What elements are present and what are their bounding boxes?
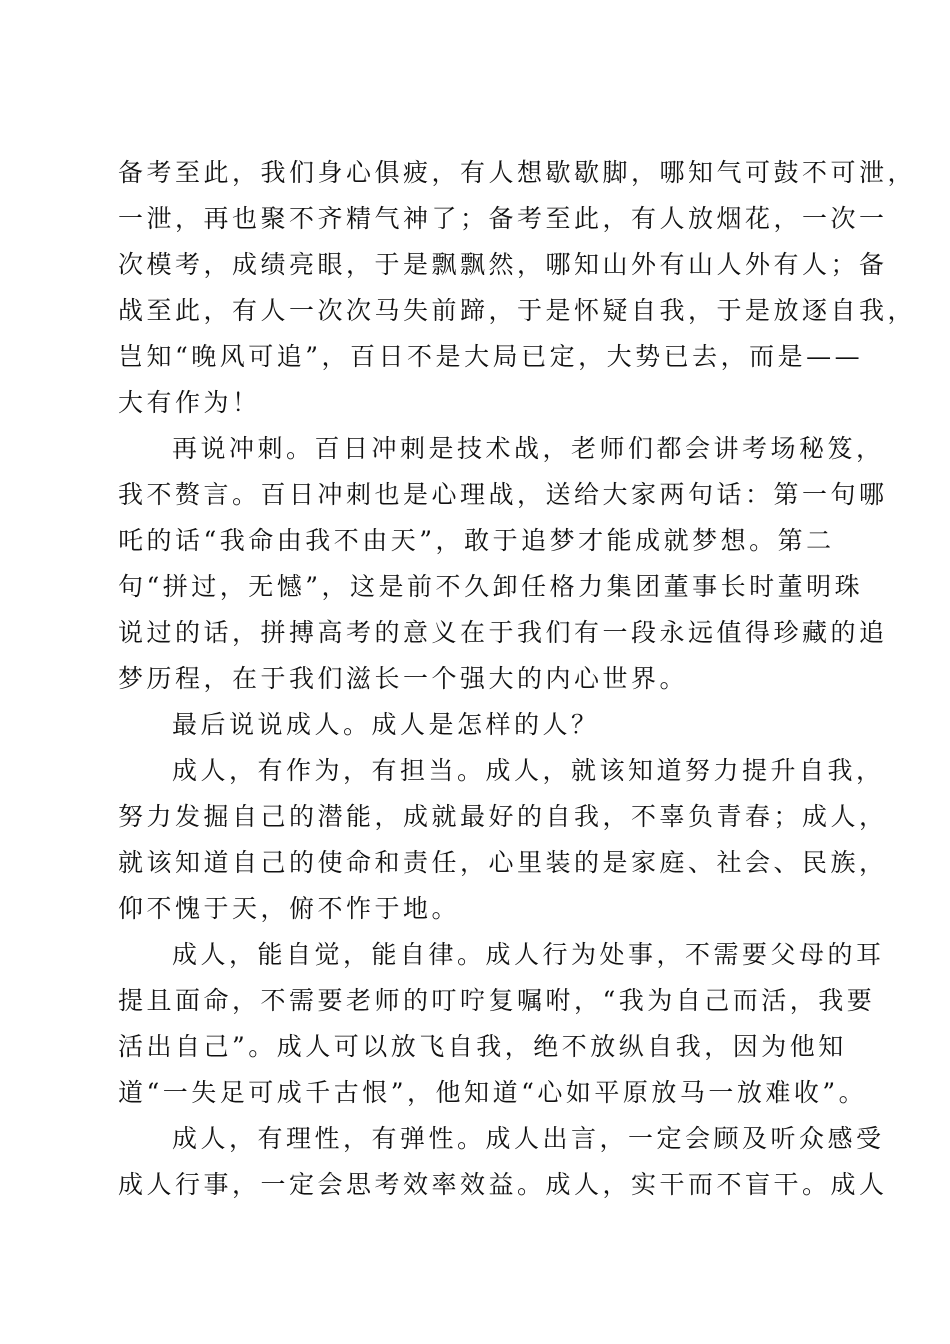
text-line: 一泄，再也聚不齐精气神了；备考至此，有人放烟花，一次一 bbox=[118, 204, 888, 233]
paragraph-2 bbox=[118, 426, 888, 702]
text-line: 吒的话“我命由我不由天”，敢于追梦才能成就梦想。第二 bbox=[118, 526, 835, 555]
text-line: 备考至此，我们身心俱疲，有人想歇歇脚，哪知气可鼓不可泄， bbox=[118, 158, 917, 187]
paragraph-3 bbox=[118, 702, 838, 748]
text-line: 岂知“晚风可追”，百日不是大局已定，大势已去，而是—— bbox=[118, 342, 864, 371]
text-line: 努力发掘自己的潜能，成就最好的自我，不辜负青春；成人， bbox=[118, 802, 888, 831]
text-line: 最后说说成人。成人是怎样的人？ bbox=[172, 710, 600, 739]
text-line: 句“拼过，无憾”，这是前不久卸任格力集团董事长时董明珠 bbox=[118, 572, 864, 601]
paragraph-6 bbox=[118, 1116, 888, 1208]
text-line: 提且面命，不需要老师的叮咛复嘱咐，“我为自己而活，我要 bbox=[118, 986, 876, 1015]
text-line: 成人，能自觉，能自律。成人行为处事，不需要父母的耳 bbox=[172, 940, 885, 969]
text-line: 道“一失足可成千古恨”，他知道“心如平原放马一放难收”。 bbox=[118, 1078, 868, 1107]
text-line: 次模考，成绩亮眼，于是飘飘然，哪知山外有山人外有人；备 bbox=[118, 250, 888, 279]
text-line: 我不赘言。百日冲刺也是心理战，送给大家两句话：第一句哪 bbox=[118, 480, 888, 509]
paragraph-4 bbox=[118, 748, 888, 932]
text-line: 梦历程，在于我们滋长一个强大的内心世界。 bbox=[118, 664, 689, 693]
text-line: 战至此，有人一次次马失前蹄，于是怀疑自我，于是放逐自我， bbox=[118, 296, 917, 325]
paragraph-1 bbox=[118, 150, 917, 426]
text-line: 活出自己”。成人可以放飞自我，绝不放纵自我，因为他知 bbox=[118, 1032, 847, 1061]
paragraph-5 bbox=[118, 932, 885, 1116]
text-line: 仰不愧于天，俯不怍于地。 bbox=[118, 894, 461, 923]
text-line: 就该知道自己的使命和责任，心里装的是家庭、社会、民族， bbox=[118, 848, 888, 877]
text-line: 成人行事，一定会思考效率效益。成人，实干而不盲干。成人 bbox=[118, 1170, 888, 1199]
text-line: 再说冲刺。百日冲刺是技术战，老师们都会讲考场秘笈， bbox=[172, 434, 885, 463]
document-body bbox=[118, 150, 917, 1208]
text-line: 说过的话，拼搏高考的意义在于我们有一段永远值得珍藏的追 bbox=[118, 618, 888, 647]
text-line: 大有作为！ bbox=[118, 388, 261, 417]
text-line: 成人，有作为，有担当。成人，就该知道努力提升自我， bbox=[172, 756, 885, 785]
text-line: 成人，有理性，有弹性。成人出言，一定会顾及听众感受 bbox=[172, 1124, 885, 1153]
